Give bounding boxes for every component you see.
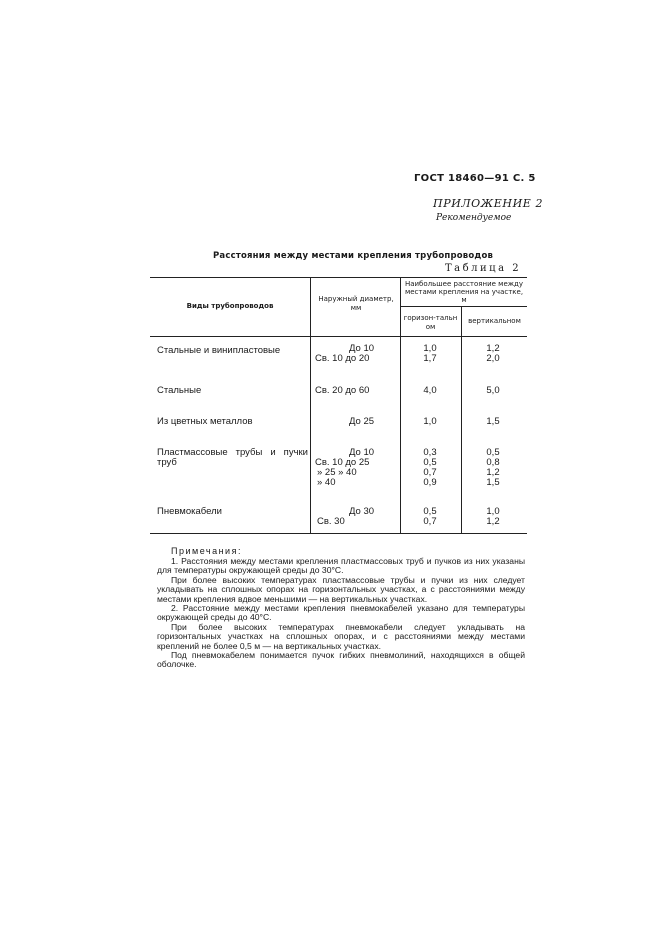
diameter-value: Св. 20 до 60 [315, 385, 370, 396]
row-type: Пластмассовые трубы и пучки труб [157, 447, 308, 468]
vertical-value: 5,0 [486, 385, 500, 396]
row-type: Стальные [157, 385, 202, 396]
appendix-title: ПРИЛОЖЕНИЕ 2 [433, 197, 544, 210]
table-column-rule [310, 277, 311, 533]
vertical-value: 1,5 [486, 477, 500, 488]
table-header-rule [150, 336, 527, 337]
table-column-rule [400, 277, 401, 533]
vertical-value: 1,5 [486, 416, 500, 427]
row-vertical [462, 417, 524, 427]
horizontal-value: 0,7 [423, 467, 437, 478]
row-diameters [315, 386, 385, 396]
diameter-value: До 10 [349, 447, 375, 458]
diameter-value: » 40 [317, 477, 336, 488]
table-title: Расстояния между местами крепления трубопроводов [213, 251, 494, 261]
horizontal-value: 0,7 [423, 516, 437, 527]
row-diameters [315, 507, 385, 527]
row-horizontal [400, 386, 460, 396]
horizontal-value: 0,3 [423, 447, 437, 458]
vertical-value: 1,2 [486, 516, 500, 527]
horizontal-value: 0,5 [423, 506, 437, 517]
horizontal-value: 0,5 [423, 457, 437, 468]
horizontal-value: 0,9 [423, 477, 437, 488]
diameter-value: » 25 » 40 [317, 467, 357, 478]
page-header: ГОСТ 18460—91 С. 5 [414, 173, 536, 184]
header-horizontal: горизон-тальном [403, 314, 458, 331]
row-vertical [462, 507, 524, 527]
row-horizontal [400, 344, 460, 364]
vertical-value: 0,5 [486, 447, 500, 458]
vertical-value: 2,0 [486, 353, 500, 364]
row-vertical [462, 448, 524, 488]
row-diameters [315, 344, 385, 364]
diameter-value: До 30 [349, 506, 375, 517]
vertical-value: 1,0 [486, 506, 500, 517]
row-vertical [462, 386, 524, 396]
note-paragraph: При более высоких температурах пластмассовые трубы и пучки из них следует укладывать на сплошных опорах на горизонтальных участках, а с расстояниями между местами крепления вдвое меньшими — на вертикальных участках. [157, 574, 525, 604]
diameter-value: Св. 10 до 20 [315, 353, 370, 364]
note-paragraph: При более высоких температурах пневмокабели следует укладывать на горизонтальных участках на сплошных опорах, и с расстояниями между местами креплений не более 0,5 м — на вертикальных участках. [157, 621, 525, 651]
row-vertical [462, 344, 524, 364]
table-bottom-rule [150, 533, 527, 534]
row-horizontal [400, 448, 460, 488]
diameter-value: До 10 [349, 343, 375, 354]
horizontal-value: 1,7 [423, 353, 437, 364]
horizontal-value: 1,0 [423, 343, 437, 354]
diameter-value: Св. 10 до 25 [315, 457, 370, 468]
vertical-value: 1,2 [486, 343, 500, 354]
header-vertical: вертикальном [468, 317, 521, 325]
table-top-rule [150, 277, 527, 278]
diameter-value: Св. 30 [317, 516, 345, 527]
row-horizontal [400, 417, 460, 427]
vertical-value: 0,8 [486, 457, 500, 468]
appendix-status: Рекомендуемое [436, 213, 512, 223]
table-number: Таблица 2 [445, 263, 522, 274]
header-types: Виды трубопроводов [186, 302, 274, 310]
horizontal-value: 1,0 [423, 416, 437, 427]
notes-body [157, 557, 525, 670]
row-horizontal [400, 507, 460, 527]
diameter-value: До 25 [349, 416, 375, 427]
note-paragraph: 1. Расстояния между местами крепления пластмассовых труб и пучков из них указаны для температуры окружающей среды до 30°С. [157, 556, 525, 576]
header-diameter: Наружный диаметр, мм [318, 295, 394, 312]
horizontal-value: 4,0 [423, 385, 437, 396]
row-type: Пневмокабели [157, 506, 222, 517]
header-max-distance: Наибольшее расстояние между местами крепления на участке, м [404, 280, 524, 304]
row-diameters [315, 417, 385, 427]
note-paragraph: 2. Расстояние между местами крепления пневмокабелей указано для температуры окружающей среды до 40°С. [157, 603, 525, 623]
notes-title: Примечания: [171, 546, 242, 556]
row-type: Стальные и винипластовые [157, 345, 281, 356]
table-subheader-rule [400, 306, 527, 307]
note-paragraph: Под пневмокабелем понимается пучок гибких пневмолиний, находящихся в общей оболочке. [157, 650, 525, 670]
row-diameters [315, 448, 385, 488]
row-type: Из цветных металлов [157, 416, 253, 427]
vertical-value: 1,2 [486, 467, 500, 478]
